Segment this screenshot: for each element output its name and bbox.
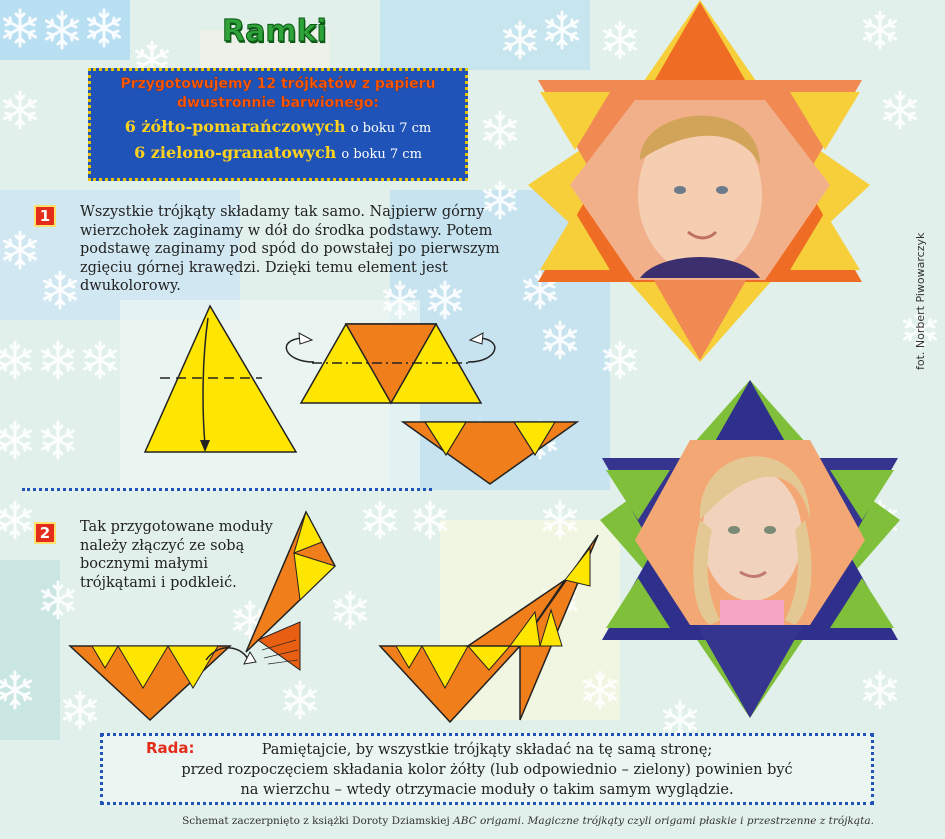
item1-size: o boku 7 cm [350, 121, 432, 136]
tip-line-1: Pamiętajcie, by wszystkie trójkąty składać na tę samą stronę; [261, 742, 713, 758]
materials-heading-1: Przygotowujemy 12 trójkątów z papieru [120, 76, 436, 92]
materials-box [88, 68, 468, 181]
step-1-line: zgięciu górnej krawędzi. Dzięki temu element jest [80, 259, 448, 276]
materials-heading-2: dwustronnie barwionego: [177, 95, 379, 111]
step-2-number: 2 [34, 522, 56, 544]
step-1-line: dwukolorowy. [80, 278, 181, 294]
source-note [148, 815, 908, 827]
step-1-text [80, 203, 530, 296]
navy-star-frame [600, 378, 900, 720]
step-2-line: trójkątami i podkleić. [80, 574, 237, 591]
step-1-diagram [0, 290, 600, 490]
step-2-line: Tak przygotowane moduły [80, 519, 273, 535]
yellow-triangle [145, 306, 296, 452]
step-2-line: należy złączyć ze sobą [80, 537, 245, 554]
photo-credit: fot. Norbert Piwowarczyk [914, 232, 927, 370]
tip-line-2: przed rozpoczęciem składania kolor żółty (lub odpowiednio – zielony) powinien być [181, 762, 793, 778]
step-1-number: 1 [34, 205, 56, 227]
step-1-line: Wszystkie trójkąty składamy tak samo. Najpierw górny [80, 204, 485, 220]
step-2-diagram [60, 505, 600, 730]
step-1-line: podstawę zaginamy pod spód do powstałej po pierwszym [80, 241, 500, 257]
materials-item-2 [91, 141, 465, 167]
source-prefix: Schemat zaczerpnięto z książki Doroty Dziamskiej [182, 815, 454, 827]
item1-name: 6 żółto-pomarańczowych [124, 117, 346, 136]
item2-name: 6 zielono-granatowych [134, 143, 337, 162]
source-book-title: ABC origami. Magiczne trójkąty czyli origami płaskie i przestrzenne z trójkąta. [453, 815, 874, 827]
item2-size: o boku 7 cm [341, 147, 422, 162]
finished-module [403, 422, 577, 484]
tip-label: Rada: [146, 739, 195, 757]
tip-line-3: na wierzchu – wtedy otrzymacie moduły o takim samym wyglądzie. [240, 782, 734, 798]
page-title: Ramki [222, 14, 327, 49]
tip-box [100, 733, 874, 805]
step-1-line: wierzchołek zaginamy w dół do środka podstawy. Potem [80, 222, 493, 239]
step-2-line: bocznymi małymi [80, 556, 208, 572]
materials-item-1 [91, 115, 465, 141]
orange-star-frame [528, 0, 870, 362]
section-divider [22, 488, 432, 491]
